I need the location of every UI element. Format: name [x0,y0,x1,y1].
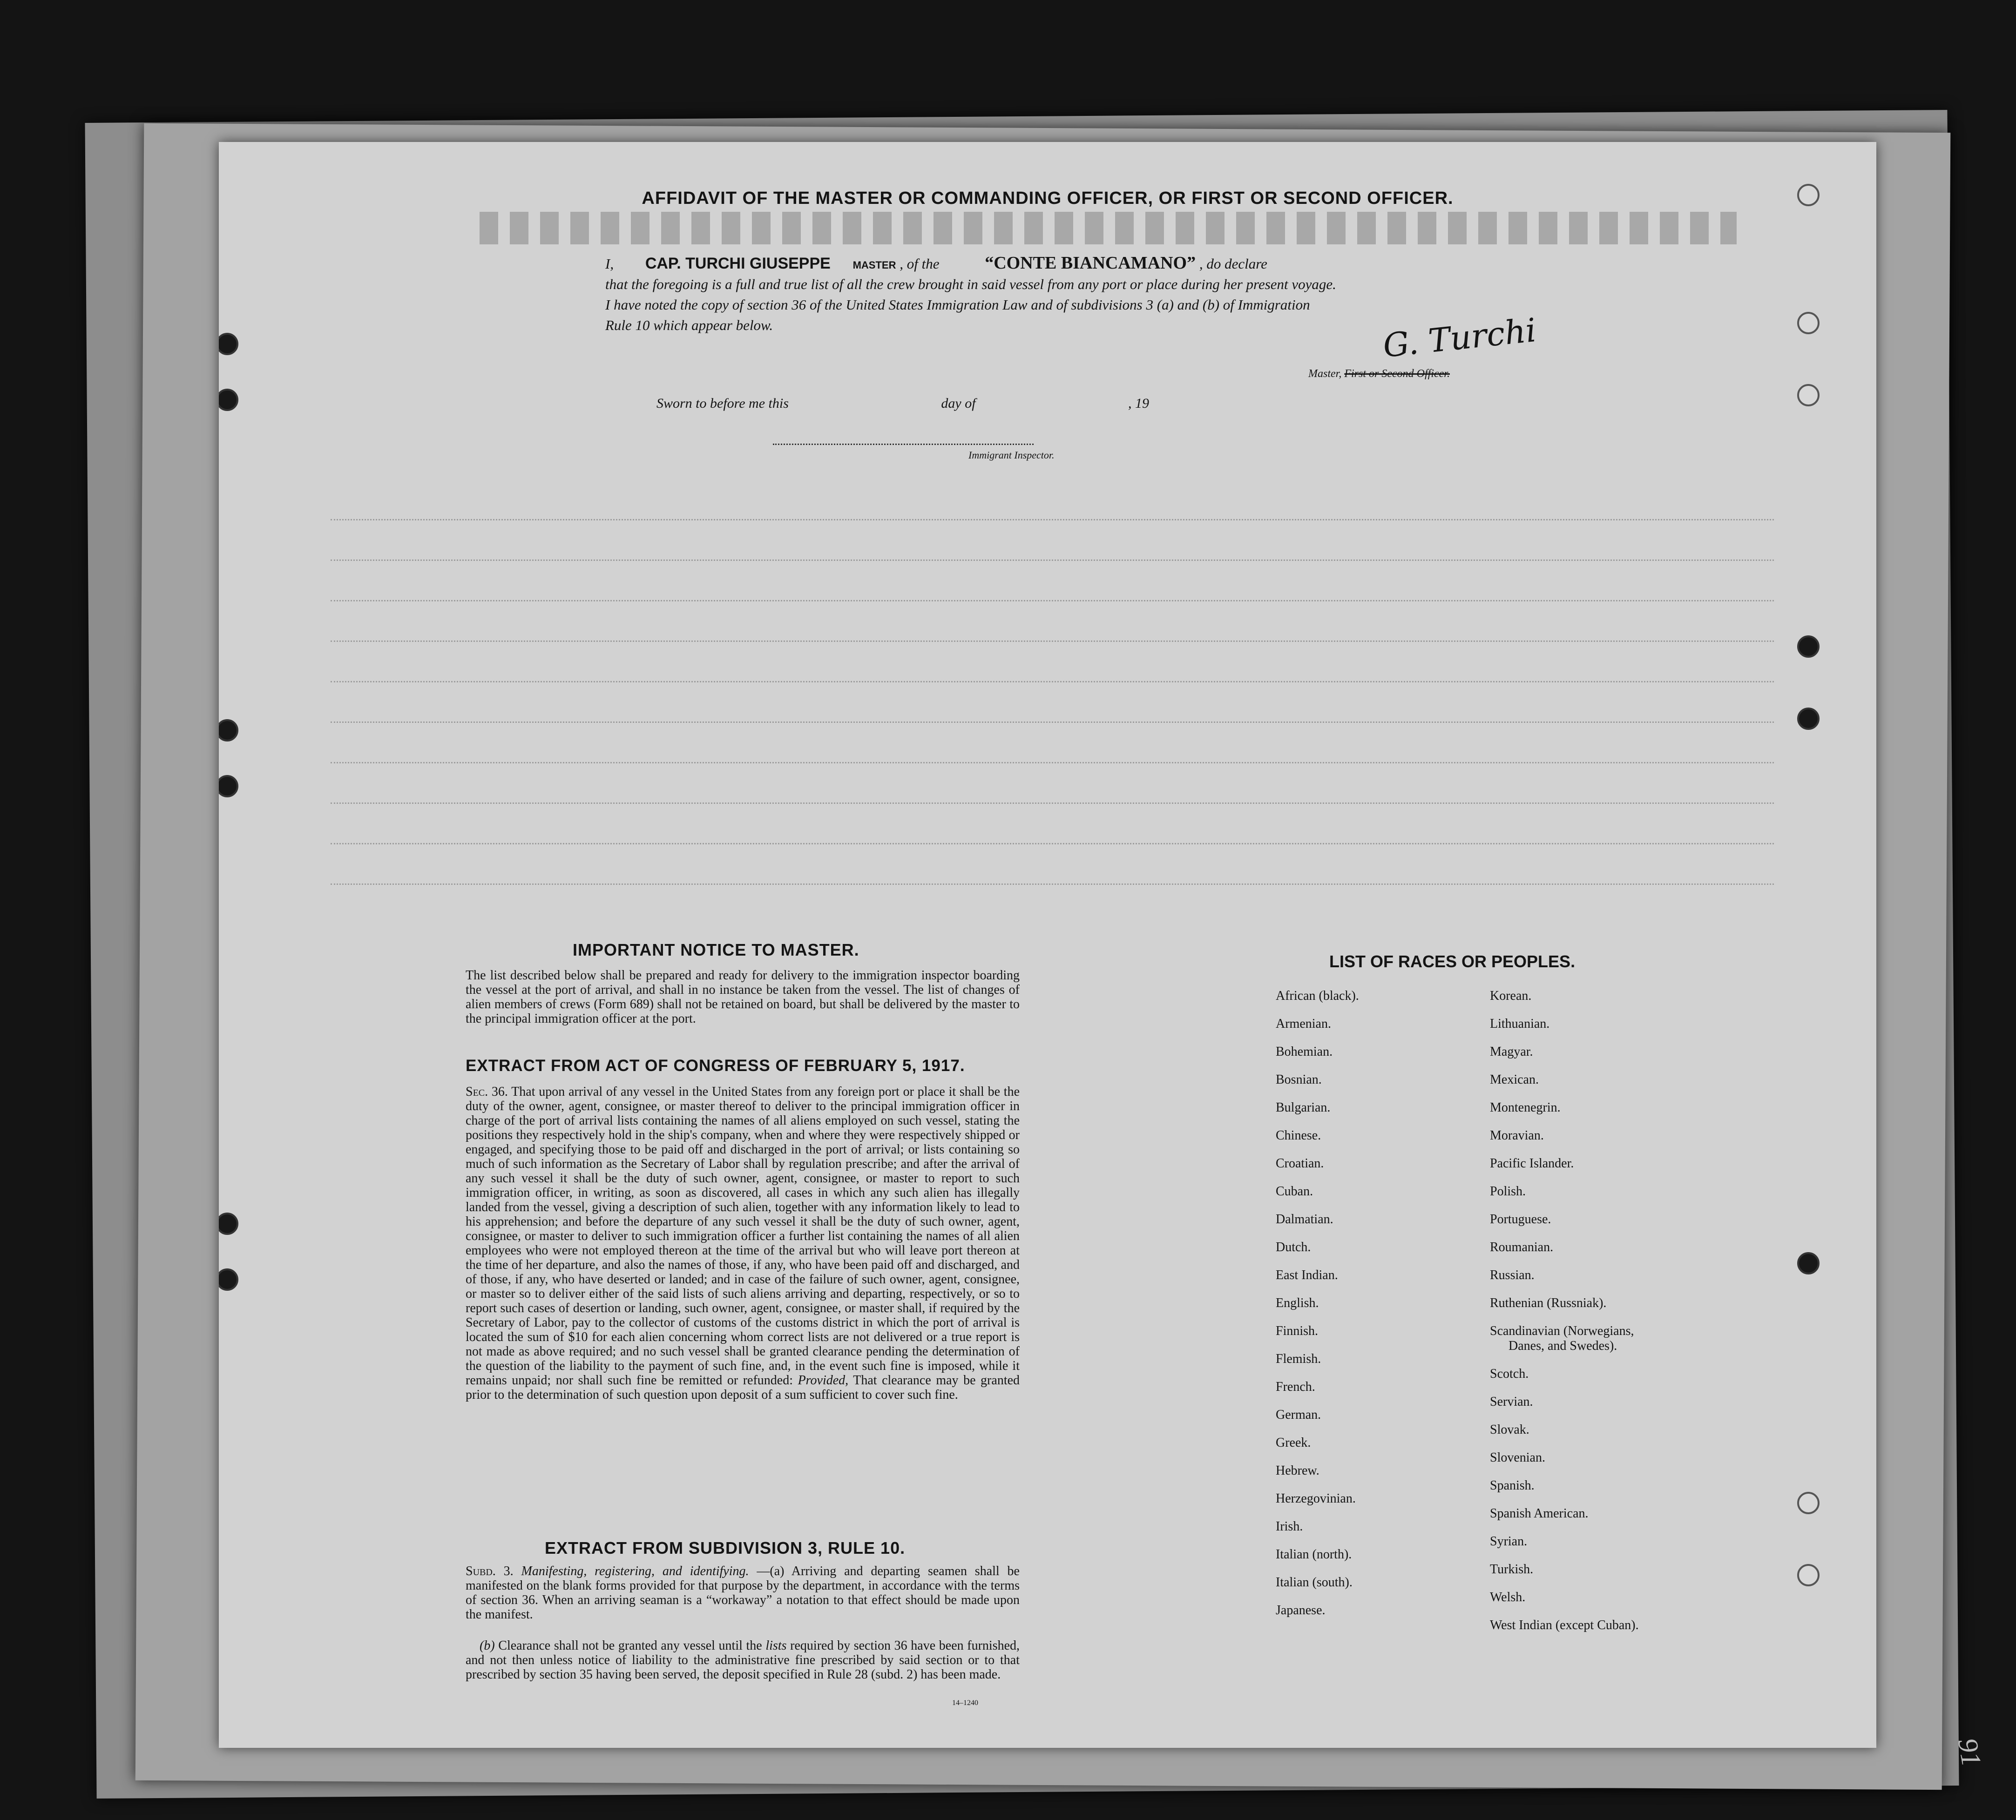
punch-hole [219,775,238,797]
race-item: Russian. [1490,1268,1535,1282]
bleed-through-row [331,527,1774,561]
race-item: Flemish. [1276,1352,1321,1366]
race-item: African (black). [1276,989,1359,1003]
affidavit-line-3: I have noted the copy of section 36 of the United States Immigration Law and of subdivisions 3 (a) and (b) of Immigration [605,297,1310,313]
sworn-line [656,396,1149,411]
vessel-name: “CONTE BIANCAMANO” [985,253,1196,273]
punch-hole [219,1213,238,1235]
sworn-day-of: day of [941,396,976,411]
race-item: Portuguese. [1490,1212,1551,1227]
signature-caption-struck: First or Second Officer. [1344,368,1450,380]
affidavit-line-4: Rule 10 which appear below. [605,317,773,333]
race-item: Cuban. [1276,1184,1313,1199]
act-title: EXTRACT FROM ACT OF CONGRESS OF FEBRUARY 5, 1917. [466,1057,965,1075]
race-item: Chinese. [1276,1128,1321,1143]
act-body-end: That clearance may be granted prior to the determination of such question upon deposit of a sum sufficient to cover such fine. [466,1373,1020,1402]
rule-para-a [466,1564,1020,1622]
race-item: Lithuanian. [1490,1017,1550,1031]
punch-hole [219,719,238,741]
race-item: Moravian. [1490,1128,1544,1143]
affidavit-of-the: , of the [900,256,940,272]
race-item: Spanish. [1490,1478,1535,1493]
act-provided: Provided, [798,1373,849,1388]
affidavit-declare: , do declare [1199,256,1267,272]
race-item: Turkish. [1490,1562,1534,1577]
bleed-through-row [331,648,1774,682]
race-item: Italian (south). [1276,1575,1353,1590]
race-item: Hebrew. [1276,1463,1319,1478]
race-item: Bulgarian. [1276,1100,1331,1115]
punch-hole [1797,1492,1820,1514]
race-item: Japanese. [1276,1603,1326,1618]
notice-title: IMPORTANT NOTICE TO MASTER. [573,940,859,959]
race-item: Slovak. [1490,1422,1529,1437]
rule-para-a-text: —(a) Arriving and departing seamen shall be manifested on the blank forms provided for that purpose by the department, in accordance with the terms of section 36. When an arriving seaman is a “workaway” a notation to that effect should be made upon the manifest. [466,1564,1020,1622]
race-item: Herzegovinian. [1276,1491,1356,1506]
rule-heading: Manifesting, registering, and identifying. [521,1564,749,1578]
race-item: Syrian. [1490,1534,1528,1549]
punch-hole [1797,384,1820,406]
race-item: Irish. [1276,1519,1303,1534]
race-item: Scotch. [1490,1367,1529,1381]
rule-para-b-text: Clearance shall not be granted any vessel until the [498,1638,762,1653]
race-item: Dutch. [1276,1240,1311,1254]
race-item: Mexican. [1490,1072,1539,1087]
race-item: Pacific Islander. [1490,1156,1574,1171]
master-rank: MASTER [852,259,896,271]
race-item: West Indian (except Cuban). [1490,1618,1639,1632]
race-item: Magyar. [1490,1045,1533,1059]
race-item: Servian. [1490,1395,1533,1409]
punch-hole [1797,1564,1820,1586]
race-item: Bosnian. [1276,1072,1322,1087]
sworn-year: , 19 [1128,396,1150,411]
rule-para-b-lists: lists [765,1638,787,1653]
race-item: Armenian. [1276,1017,1331,1031]
signature-caption [1308,368,1450,380]
inspector-caption: Immigrant Inspector. [968,449,1055,461]
race-item: English. [1276,1296,1319,1310]
race-item: Bohemian. [1276,1045,1333,1059]
bleed-through-row [331,486,1774,520]
inspector-signature-line [773,444,1034,445]
signature-caption-master: Master, [1308,368,1342,380]
punch-hole [1797,312,1820,334]
race-item: German. [1276,1408,1321,1422]
punch-hole [1797,708,1820,730]
rule-para-b-label: (b) [480,1638,495,1653]
punch-hole [219,389,238,411]
act-section-label: Sec. 36. [466,1085,508,1099]
punch-hole [1797,1252,1820,1274]
sworn-text: Sworn to before me this [656,396,789,411]
punch-hole [219,333,238,355]
rule-para-b [466,1638,1020,1682]
bleed-through-row [331,810,1774,844]
race-item: Ruthenian (Russniak). [1490,1296,1607,1310]
form-number: 14–1240 [952,1699,978,1707]
bleed-through-row [331,608,1774,642]
bleed-through-row [331,729,1774,763]
race-item: Korean. [1490,989,1532,1003]
race-item: Croatian. [1276,1156,1324,1171]
rule-title: EXTRACT FROM SUBDIVISION 3, RULE 10. [545,1538,906,1557]
race-item: Montenegrin. [1490,1100,1561,1115]
race-item: Italian (north). [1276,1547,1352,1562]
race-item: Welsh. [1490,1590,1526,1604]
punch-hole [219,1268,238,1291]
affidavit-declaration [605,253,1267,273]
race-item: Scandinavian (Norwegians, [1490,1324,1634,1338]
act-text [466,1085,1020,1402]
bleed-through-row [331,689,1774,723]
manifest-page [219,142,1876,1748]
rule-para-b-text-end: required by section 36 have been furnished, and not then unless notice of liability to the administrative fine prescribed by said section or to that prescribed by section 35 having been served, the deposit specified in Rule 28 (subd. 2) has been made. [466,1638,1020,1682]
bleed-through-row [331,770,1774,804]
affidavit-line-2: that the foregoing is a full and true list of all the crew brought in said vessel from any port or place during her present voyage. [605,276,1336,292]
rule-subdivision-label: Subd. 3. [466,1564,514,1578]
race-item: Finnish. [1276,1324,1319,1338]
races-title: LIST OF RACES OR PEOPLES. [1329,952,1576,971]
race-item: East Indian. [1276,1268,1338,1282]
bleed-through-row [331,851,1774,885]
race-item: Slovenian. [1490,1450,1545,1465]
race-item: Spanish American. [1490,1506,1589,1521]
race-item: Danes, and Swedes). [1509,1339,1617,1353]
race-item: Greek. [1276,1436,1311,1450]
race-item: Dalmatian. [1276,1212,1333,1227]
race-item: Polish. [1490,1184,1526,1199]
bleed-through-row [331,567,1774,601]
affidavit-prefix: I, [605,256,614,272]
punch-hole [1797,635,1820,658]
affidavit-title: AFFIDAVIT OF THE MASTER OR COMMANDING OFFICER, OR FIRST OR SECOND OFFICER. [642,189,1454,208]
act-body: That upon arrival of any vessel in the United States from any foreign port or place it shall be the duty of the owner, agent, consignee, or master thereof to deliver to the principal immigration officer in charge of the port of arrival lists containing the names of all aliens employed on such vessel, stating the positions they respectively hold in the ship's company, when and where they were respectively shipped or engaged, and specifying those to be paid off and discharged in the port of arrival; or lists containing so much of such information as the Secretary of Labor shall by regulation prescribe; and after the arrival of any such vessel it shall be the duty of such owner, agent, consignee, or master to report to such immigration officer, in writing, as soon as discovered, all cases in which any such alien has illegally landed from the vessel, giving a description of such alien, together with any information likely to lead to his apprehension; and before the departure of any such vessel it shall be the duty of such owner, agent, consignee, or master to deliver to such immigration officer a further list containing the names of all alien employees who were not employed thereon at the time of the arrival but who will leave port thereon at the time of her departure, and also the names of those, if any, who have been paid off and discharged, and of those, if any, who have deserted or landed; and in case of the failure of such owner, agent, consignee, or master so to deliver either of the said lists of such aliens arriving and departing, respectively, or so to report such cases of desertion or landing, such owner, agent, consignee, or master shall, if required by the Secretary of Labor, pay to the collector of customs of the customs district in which the port of arrival is located the sum of $10 for each alien concerning whom correct lists are not delivered or a true report is not made as above required; and no such vessel shall be granted clearance pending the determination of the question of the liability to the payment of such fine, and, in the event such fine is imposed, while it remains unpaid; nor shall such fine be remitted or refunded: [466,1085,1020,1388]
bleed-through-title [480,212,1737,244]
master-name: CAP. TURCHI GIUSEPPE [645,255,831,272]
margin-note: 91 [1952,1736,1988,1769]
master-signature: G. Turchi [1381,310,1538,365]
notice-text: The list described below shall be prepared and ready for delivery to the immigration inspector boarding the vessel at the port of arrival, and shall in no instance be taken from the vessel. The list of changes of alien members of crews (Form 689) shall not be retained on board, but shall be delivered by the master to the principal immigration officer at the port. [466,968,1020,1026]
race-item: French. [1276,1380,1315,1394]
race-item: Roumanian. [1490,1240,1554,1254]
